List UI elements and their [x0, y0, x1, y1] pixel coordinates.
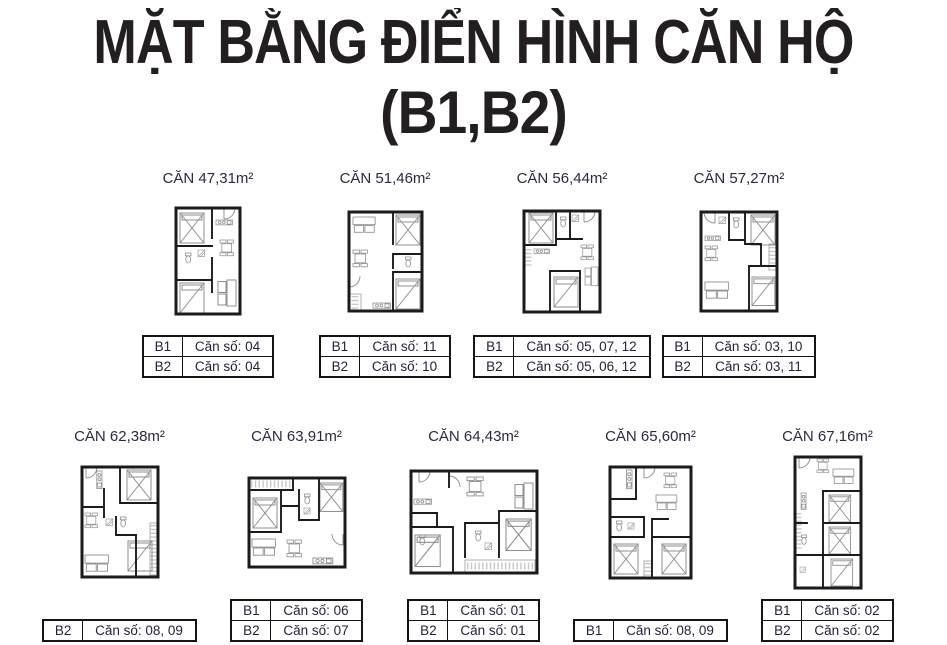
- unit-number-cell: Căn số: 03, 10: [702, 336, 815, 357]
- unit-number-cell: Căn số: 05, 07, 12: [514, 336, 650, 357]
- block-cell: B1: [231, 600, 271, 621]
- unit-card-51-46: [297, 170, 474, 378]
- table-row: [663, 357, 816, 378]
- table-row: [231, 600, 361, 621]
- unit-mapping-table: [573, 619, 728, 642]
- unit-card-65-60: [562, 428, 739, 642]
- unit-number-cell: Căn số: 04: [182, 357, 273, 378]
- table-row: [474, 357, 649, 378]
- table-row: [143, 357, 273, 378]
- table-wrap: [761, 596, 893, 642]
- unit-number-cell: Căn số: 01: [448, 600, 539, 621]
- table-row: [574, 620, 727, 641]
- table-wrap: [473, 332, 650, 378]
- table-row: [43, 620, 196, 641]
- table-wrap: [407, 596, 539, 642]
- unit-area-label: CĂN 47,31m²: [162, 170, 254, 187]
- unit-number-cell: Căn số: 10: [359, 357, 450, 378]
- unit-area-label: CĂN 65,60m²: [605, 428, 696, 445]
- table-row: [320, 357, 450, 378]
- floor-plan-drawing: [247, 476, 347, 569]
- unit-area-label: CĂN 67,16m²: [782, 428, 873, 445]
- table-row: [663, 336, 816, 357]
- unit-number-cell: Căn số: 01: [448, 621, 539, 642]
- floor-plan-box: [347, 194, 424, 328]
- block-cell: B1: [762, 600, 802, 621]
- table-wrap: [573, 596, 728, 642]
- floor-plan-drawing: [699, 210, 779, 313]
- floor-plan-box: [409, 452, 539, 592]
- floor-plan-drawing: [608, 465, 693, 580]
- page-subtitle: (B1,B2): [380, 79, 567, 146]
- unit-mapping-table: [662, 335, 817, 378]
- unit-card-62-38: [31, 428, 208, 642]
- table-row: [408, 600, 538, 621]
- floor-plan-box: [80, 452, 160, 592]
- floor-plan-box: [699, 194, 779, 328]
- floor-plan-box: [793, 452, 863, 592]
- table-wrap: [319, 332, 451, 378]
- unit-number-cell: Căn số: 08, 09: [83, 620, 196, 641]
- block-cell: B1: [474, 336, 514, 357]
- unit-number-cell: Căn số: 11: [359, 336, 450, 357]
- unit-area-label: CĂN 63,91m²: [251, 428, 342, 445]
- unit-number-cell: Căn số: 08, 09: [614, 620, 727, 641]
- table-row: [762, 600, 892, 621]
- unit-card-67-16: [739, 428, 916, 642]
- floor-plan-drawing: [347, 210, 424, 313]
- unit-area-label: CĂN 57,27m²: [693, 170, 785, 187]
- block-cell: B2: [663, 357, 703, 378]
- block-cell: B2: [231, 621, 271, 642]
- unit-mapping-table: [319, 335, 451, 378]
- floor-plan-drawing: [174, 206, 242, 316]
- floor-plan-box: [522, 194, 602, 328]
- unit-mapping-table: [761, 599, 893, 642]
- unit-number-cell: Căn số: 03, 11: [702, 357, 815, 378]
- page-title: MẶT BẰNG ĐIỂN HÌNH CĂN HỘ: [93, 8, 854, 77]
- unit-number-cell: Căn số: 06: [271, 600, 362, 621]
- plans-row-2: [0, 428, 947, 642]
- unit-mapping-table: [42, 619, 197, 642]
- block-cell: B2: [762, 621, 802, 642]
- table-row: [408, 621, 538, 642]
- floor-plan-drawing: [522, 209, 602, 314]
- floor-plan-drawing: [793, 455, 863, 590]
- floor-plan-drawing: [409, 469, 539, 575]
- unit-card-47-31: [120, 170, 297, 378]
- table-wrap: [662, 332, 817, 378]
- floor-plan-box: [174, 194, 242, 328]
- unit-number-cell: Căn số: 02: [802, 621, 893, 642]
- floor-plan-drawing: [80, 465, 160, 579]
- unit-mapping-table: [230, 599, 362, 642]
- unit-number-cell: Căn số: 04: [182, 336, 273, 357]
- plans-row-1: [0, 170, 947, 378]
- table-row: [231, 621, 361, 642]
- block-cell: B2: [474, 357, 514, 378]
- block-cell: B1: [574, 620, 614, 641]
- block-cell: B2: [43, 620, 83, 641]
- table-row: [474, 336, 649, 357]
- block-cell: B1: [663, 336, 703, 357]
- unit-area-label: CĂN 56,44m²: [516, 170, 608, 187]
- unit-mapping-table: [142, 335, 274, 378]
- table-row: [320, 336, 450, 357]
- unit-number-cell: Căn số: 05, 06, 12: [514, 357, 650, 378]
- unit-mapping-table: [473, 335, 650, 378]
- sheet-title: [0, 0, 947, 148]
- unit-area-label: CĂN 64,43m²: [428, 428, 519, 445]
- block-cell: B1: [320, 336, 360, 357]
- unit-card-63-91: [208, 428, 385, 642]
- unit-card-57-27: [651, 170, 828, 378]
- table-row: [143, 336, 273, 357]
- table-wrap: [42, 596, 197, 642]
- block-cell: B2: [320, 357, 360, 378]
- floor-plan-box: [247, 452, 347, 592]
- unit-area-label: CĂN 51,46m²: [339, 170, 431, 187]
- unit-number-cell: Căn số: 02: [802, 600, 893, 621]
- table-wrap: [142, 332, 274, 378]
- table-wrap: [230, 596, 362, 642]
- unit-card-64-43: [385, 428, 562, 642]
- table-row: [762, 621, 892, 642]
- unit-card-56-44: [474, 170, 651, 378]
- unit-mapping-table: [407, 599, 539, 642]
- block-cell: B1: [408, 600, 448, 621]
- block-cell: B2: [408, 621, 448, 642]
- block-cell: B1: [143, 336, 183, 357]
- unit-area-label: CĂN 62,38m²: [74, 428, 165, 445]
- block-cell: B2: [143, 357, 183, 378]
- floor-plan-box: [608, 452, 693, 592]
- unit-number-cell: Căn số: 07: [271, 621, 362, 642]
